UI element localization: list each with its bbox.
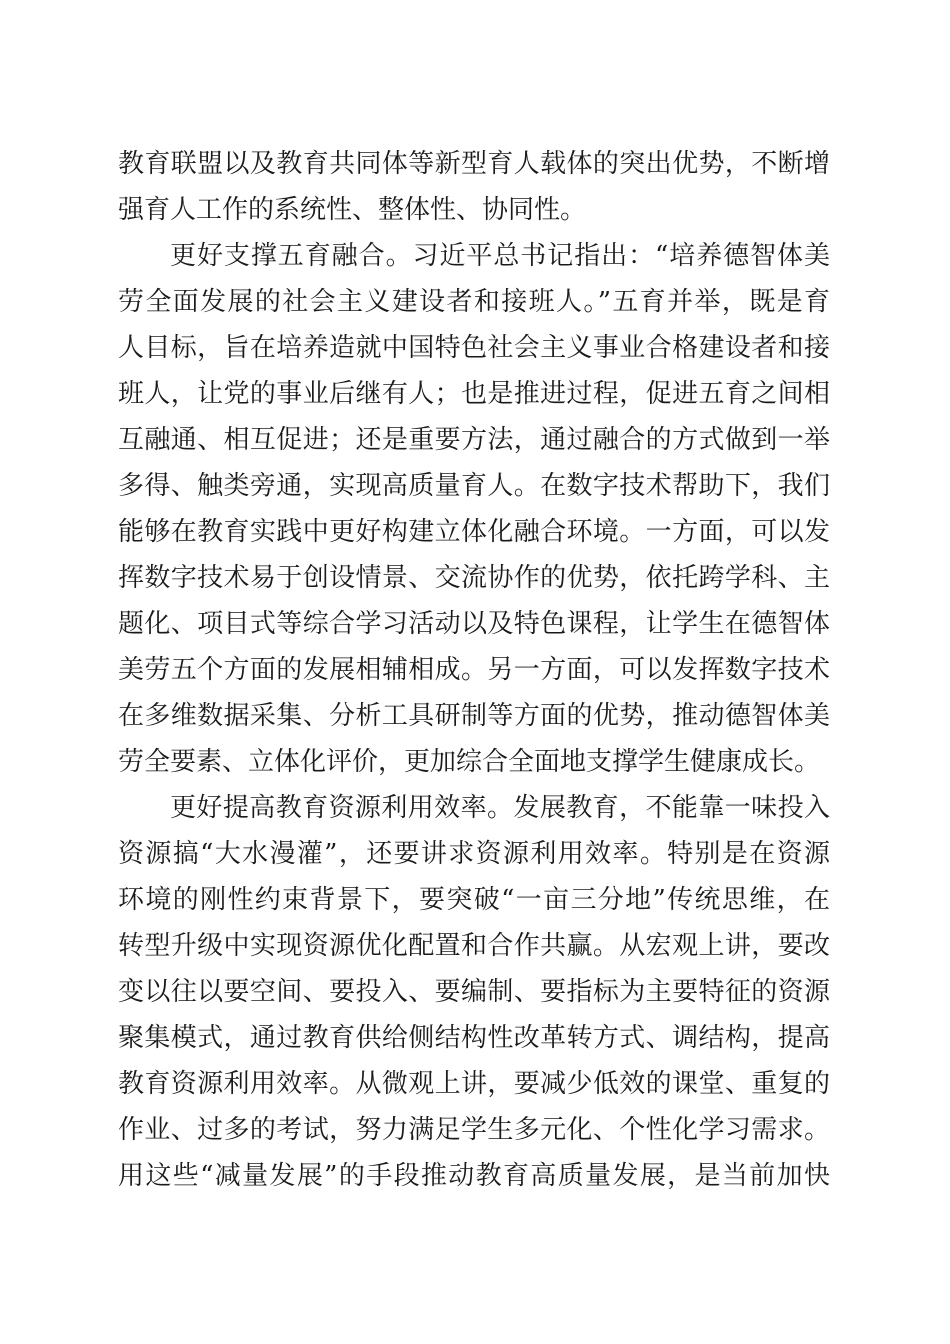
- text-line-18: 转型升级中实现资源优化配置和合作共赢。从宏观上讲，要改: [118, 931, 830, 961]
- paragraph-heading-wuyu: 更好支撑五育融合。习近平总书记指出：“培养德智体美: [170, 241, 830, 271]
- text-line-19: 变以往以要空间、要投入、要编制、要指标为主要特征的资源: [118, 977, 830, 1007]
- document-body: [118, 141, 830, 1199]
- text-line-14: 劳全要素、立体化评价，更加综合全面地支撑学生健康成长。: [118, 747, 821, 777]
- text-line-22: 作业、过多的考试，努力满足学生多元化、个性化学习需求。: [118, 1115, 830, 1145]
- text-line-4: 劳全面发展的社会主义建设者和接班人。”五育并举，既是育: [118, 287, 830, 317]
- text-line-17: 环境的刚性约束背景下，要突破“一亩三分地”传统思维，在: [118, 885, 830, 915]
- text-line-13: 在多维数据采集、分析工具研制等方面的优势，推动德智体美: [118, 701, 830, 731]
- text-line-6: 班人，让党的事业后继有人；也是推进过程，促进五育之间相: [118, 379, 830, 409]
- text-line-1: 教育联盟以及教育共同体等新型育人载体的突出优势，不断增: [118, 149, 830, 179]
- text-line-10: 挥数字技术易于创设情景、交流协作的优势，依托跨学科、主: [118, 563, 830, 593]
- text-line-8: 多得、触类旁通，实现高质量育人。在数字技术帮助下，我们: [118, 471, 830, 501]
- text-line-21: 教育资源利用效率。从微观上讲，要减少低效的课堂、重复的: [118, 1069, 830, 1099]
- text-line-23: 用这些“减量发展”的手段推动教育高质量发展，是当前加快: [118, 1161, 830, 1191]
- text-line-16: 资源搞“大水漫灌”，还要讲求资源利用效率。特别是在资源: [118, 839, 830, 869]
- text-line-11: 题化、项目式等综合学习活动以及特色课程，让学生在德智体: [118, 609, 830, 639]
- paragraph-heading-resources: 更好提高教育资源利用效率。发展教育，不能靠一味投入: [170, 793, 830, 823]
- text-line-2: 强育人工作的系统性、整体性、协同性。: [118, 195, 587, 225]
- text-line-9: 能够在教育实践中更好构建立体化融合环境。一方面，可以发: [118, 517, 830, 547]
- text-line-12: 美劳五个方面的发展相辅相成。另一方面，可以发挥数字技术: [118, 655, 830, 685]
- text-line-7: 互融通、相互促进；还是重要方法，通过融合的方式做到一举: [118, 425, 830, 455]
- text-line-5: 人目标，旨在培养造就中国特色社会主义事业合格建设者和接: [118, 333, 830, 363]
- text-line-20: 聚集模式，通过教育供给侧结构性改革转方式、调结构，提高: [118, 1023, 830, 1053]
